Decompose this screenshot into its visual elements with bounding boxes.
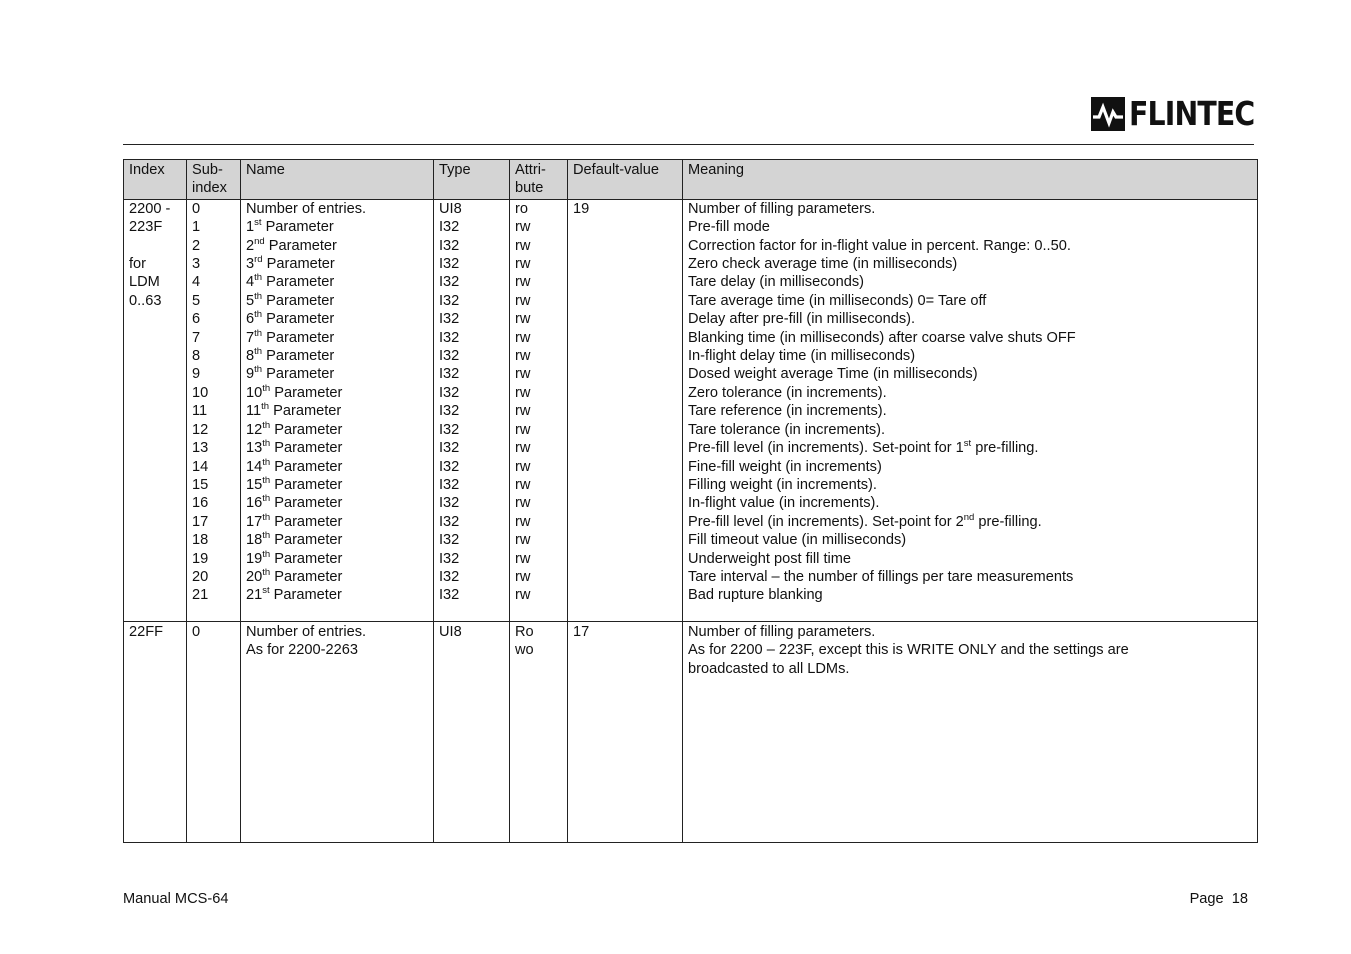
- parameter-name-ordinal: th: [262, 530, 271, 542]
- name-line: Number of entries.: [246, 623, 367, 640]
- parameter-name-suffix: Parameter: [270, 550, 343, 567]
- meaning-main: Zero check average time (in milliseconds): [688, 256, 958, 273]
- sub-index-value: 20: [192, 568, 209, 585]
- sub-index-value: 10: [192, 384, 209, 401]
- type-value: I32: [439, 532, 460, 549]
- attribute-value: rw: [515, 256, 531, 273]
- attribute-value: rw: [515, 237, 531, 254]
- meaning-cell: [683, 621, 1258, 842]
- sub-index-value: 11: [192, 403, 208, 420]
- sub-index-value: 0: [192, 623, 201, 640]
- parameter-name-suffix: Parameter: [270, 440, 343, 457]
- parameter-name: [246, 218, 428, 236]
- meaning-text: [688, 292, 1252, 310]
- index-cell: [124, 621, 187, 842]
- meaning-main: Fill timeout value (in milliseconds): [688, 532, 907, 549]
- type-value: UI8: [439, 623, 462, 640]
- header-rule: [123, 144, 1254, 145]
- table-header-row: [124, 160, 1258, 200]
- meaning-main: Delay after pre-fill (in milliseconds).: [688, 311, 916, 328]
- parameter-name: [246, 421, 428, 439]
- logo-text: FLINTEC: [1129, 94, 1255, 133]
- sub-index-value: 18: [192, 532, 209, 549]
- parameter-name-text: 15: [246, 476, 263, 493]
- parameter-name-ordinal: th: [262, 567, 271, 579]
- parameter-name-text: 9: [246, 366, 255, 383]
- parameter-name-text: 6: [246, 311, 255, 328]
- attribute-value: rw: [515, 384, 531, 401]
- sub-index-value: 19: [192, 550, 209, 567]
- name-cell: [241, 199, 434, 621]
- meaning-ordinal: nd: [963, 511, 975, 523]
- sub-index-value: 16: [192, 495, 209, 512]
- meaning-text: [688, 255, 1252, 273]
- meaning-main: Zero tolerance (in increments).: [688, 384, 887, 401]
- name-line: As for 2200-2263: [246, 642, 358, 659]
- sub-index-cell: [187, 199, 241, 621]
- meaning-text: [688, 531, 1252, 549]
- sub-index-value: 17: [192, 513, 209, 530]
- attribute-value: rw: [515, 568, 531, 585]
- type-value: I32: [439, 256, 460, 273]
- parameter-name-suffix: Parameter: [270, 532, 343, 549]
- header-meaning: Meaning: [683, 160, 1258, 200]
- parameter-name-ordinal: th: [254, 364, 263, 376]
- parameter-name-suffix: Parameter: [262, 311, 335, 328]
- table-row: [124, 199, 1258, 621]
- meaning-main: In-flight delay time (in milliseconds): [688, 348, 916, 365]
- meaning-text: [688, 568, 1252, 586]
- default-value: 17: [573, 623, 590, 640]
- attribute-value: rw: [515, 476, 531, 493]
- parameter-name-suffix: Parameter: [262, 366, 335, 383]
- parameter-name: [246, 402, 428, 420]
- attribute-cell: [510, 621, 568, 842]
- parameter-name-text: 16: [246, 495, 263, 512]
- sub-index-value: 6: [192, 311, 201, 328]
- parameter-name-ordinal: th: [254, 290, 263, 302]
- index-line: LDM: [129, 274, 160, 291]
- meaning-main: Filling weight (in increments).: [688, 476, 877, 493]
- type-value: I32: [439, 476, 460, 493]
- parameter-name-ordinal: th: [262, 493, 271, 505]
- meaning-main: Bad rupture blanking: [688, 587, 823, 604]
- parameter-name: [246, 476, 428, 494]
- parameter-name: [246, 513, 428, 531]
- attribute-value: rw: [515, 421, 531, 438]
- meaning-cell: [683, 199, 1258, 621]
- type-value: I32: [439, 440, 460, 457]
- meaning-main: Tare average time (in milliseconds) 0= Tare off: [688, 292, 987, 309]
- default-value-cell: [568, 199, 683, 621]
- meaning-main: Underweight post fill time: [688, 550, 852, 567]
- meaning-text: [688, 421, 1252, 439]
- parameter-name: [246, 365, 428, 383]
- meaning-main: Pre-fill level (in increments). Set-point for 2: [688, 513, 964, 530]
- sub-index-value: 15: [192, 476, 209, 493]
- sub-index-value: 0: [192, 200, 201, 217]
- parameter-name-text: 10: [246, 384, 263, 401]
- attribute-value: rw: [515, 219, 531, 236]
- type-value: I32: [439, 384, 460, 401]
- parameter-name: [246, 384, 428, 402]
- attribute-value: rw: [515, 587, 531, 604]
- parameter-name-ordinal: th: [262, 475, 271, 487]
- flintec-logo: [1091, 96, 1275, 132]
- sub-index-value: 2: [192, 237, 201, 254]
- parameter-name-ordinal: th: [262, 419, 271, 431]
- parameter-name-ordinal: th: [254, 327, 263, 339]
- parameter-name-ordinal: st: [262, 585, 270, 597]
- parameter-name-text: 1: [246, 219, 255, 236]
- meaning-suffix: pre-filling.: [974, 513, 1042, 530]
- parameter-name: [246, 273, 428, 291]
- meaning-main: Fine-fill weight (in increments): [688, 458, 882, 475]
- meaning-text: [688, 513, 1252, 531]
- parameter-name-text: 4: [246, 274, 255, 291]
- attribute-value: wo: [515, 642, 534, 659]
- attribute-value: rw: [515, 311, 531, 328]
- meaning-main: Correction factor for in-flight value in percent. Range: 0..50.: [688, 237, 1071, 254]
- parameter-name: [246, 494, 428, 512]
- meaning-ordinal: st: [963, 438, 972, 450]
- type-value: I32: [439, 421, 460, 438]
- attribute-value: ro: [515, 200, 528, 217]
- type-value: I32: [439, 329, 460, 346]
- meaning-text: [688, 494, 1252, 512]
- default-value-cell: [568, 621, 683, 842]
- parameter-name: [246, 329, 428, 347]
- meaning-text: [688, 273, 1252, 291]
- index-line: 2200 -: [129, 200, 171, 217]
- parameter-name-text: 5: [246, 292, 255, 309]
- meaning-main: Tare delay (in milliseconds): [688, 274, 865, 291]
- parameter-name-ordinal: th: [261, 401, 270, 413]
- attribute-value: rw: [515, 403, 531, 420]
- parameter-name-text: 11: [246, 403, 262, 420]
- parameter-name-suffix: Parameter: [269, 403, 342, 420]
- parameter-name-suffix: Parameter: [270, 384, 343, 401]
- type-value: I32: [439, 587, 460, 604]
- parameter-name-suffix: Parameter: [264, 237, 337, 254]
- type-value: I32: [439, 292, 460, 309]
- sub-index-value: 21: [192, 587, 209, 604]
- meaning-text: [688, 200, 1252, 218]
- parameter-name-suffix: Parameter: [261, 219, 334, 236]
- parameter-name-ordinal: th: [254, 309, 263, 321]
- attribute-value: rw: [515, 329, 531, 346]
- meaning-text: Number of filling parameters.: [688, 623, 876, 640]
- meaning-text: [688, 458, 1252, 476]
- meaning-main: Dosed weight average Time (in milliseconds): [688, 366, 978, 383]
- sub-index-value: 3: [192, 256, 201, 273]
- meaning-text: [688, 550, 1252, 568]
- parameter-name: [246, 347, 428, 365]
- type-value: UI8: [439, 200, 462, 217]
- meaning-text: [688, 586, 1252, 604]
- attribute-value: rw: [515, 366, 531, 383]
- name-cell: [241, 621, 434, 842]
- type-value: I32: [439, 366, 460, 383]
- meaning-text: [688, 218, 1252, 236]
- index-cell: [124, 199, 187, 621]
- sub-index-value: 7: [192, 329, 201, 346]
- parameter-name-suffix: Parameter: [270, 458, 343, 475]
- parameter-name-ordinal: th: [262, 383, 271, 395]
- parameter-name: [246, 310, 428, 328]
- type-value: I32: [439, 403, 460, 420]
- meaning-text: [688, 310, 1252, 328]
- parameter-name-text: 20: [246, 568, 263, 585]
- parameter-name: [246, 586, 428, 604]
- type-value: I32: [439, 550, 460, 567]
- meaning-main: Tare tolerance (in increments).: [688, 421, 886, 438]
- parameter-name-ordinal: th: [254, 272, 263, 284]
- sub-index-value: 9: [192, 366, 201, 383]
- meaning-text: [688, 365, 1252, 383]
- header-type: Type: [434, 160, 510, 200]
- parameter-name-ordinal: th: [262, 548, 271, 560]
- parameter-name-suffix: Parameter: [270, 495, 343, 512]
- sub-index-value: 5: [192, 292, 201, 309]
- parameter-name-text: 17: [246, 513, 263, 530]
- parameter-name-ordinal: th: [262, 511, 271, 523]
- attribute-value: rw: [515, 495, 531, 512]
- parameter-name-ordinal: nd: [254, 235, 265, 247]
- parameter-name: [246, 550, 428, 568]
- parameter-name: [246, 237, 428, 255]
- parameter-name-suffix: Parameter: [262, 348, 335, 365]
- meaning-main: Tare interval – the number of fillings per tare measurements: [688, 568, 1074, 585]
- sub-index-value: 4: [192, 274, 201, 291]
- header-index: Index: [124, 160, 187, 200]
- meaning-text: [688, 439, 1252, 457]
- attribute-value: rw: [515, 532, 531, 549]
- meaning-main: In-flight value (in increments).: [688, 495, 880, 512]
- parameter-name-ordinal: rd: [254, 254, 263, 266]
- meaning-text: [688, 347, 1252, 365]
- parameter-name-text: 13: [246, 440, 263, 457]
- parameter-name-text: 18: [246, 532, 263, 549]
- parameter-name-ordinal: th: [262, 438, 271, 450]
- meaning-main: Pre-fill level (in increments). Set-point for 1: [688, 440, 964, 457]
- sub-index-value: 12: [192, 421, 209, 438]
- parameter-name: [246, 255, 428, 273]
- parameter-name-suffix: Parameter: [269, 587, 342, 604]
- attribute-cell: [510, 199, 568, 621]
- attribute-value: rw: [515, 458, 531, 475]
- index-line: 223F: [129, 219, 163, 236]
- parameter-name-text: 8: [246, 348, 255, 365]
- attribute-value: rw: [515, 550, 531, 567]
- type-value: I32: [439, 348, 460, 365]
- type-value: I32: [439, 219, 460, 236]
- header-default-value: Default-value: [568, 160, 683, 200]
- meaning-text: As for 2200 – 223F, except this is WRITE ONLY and the settings are: [688, 642, 1129, 659]
- default-value: 19: [573, 200, 590, 217]
- meaning-main: Number of filling parameters.: [688, 200, 876, 217]
- sub-index-value: 8: [192, 348, 201, 365]
- parameter-name: [246, 458, 428, 476]
- type-value: I32: [439, 513, 460, 530]
- type-value: I32: [439, 237, 460, 254]
- parameter-name-ordinal: st: [254, 217, 262, 229]
- type-value: I32: [439, 458, 460, 475]
- meaning-text: [688, 329, 1252, 347]
- parameter-name-suffix: Parameter: [270, 568, 343, 585]
- meaning-text: [688, 237, 1252, 255]
- sub-index-value: 13: [192, 440, 209, 457]
- parameter-name: [246, 568, 428, 586]
- sub-index-value: 1: [192, 219, 201, 236]
- parameter-name-text: 19: [246, 550, 263, 567]
- attribute-value: rw: [515, 440, 531, 457]
- meaning-main: Blanking time (in milliseconds) after coarse valve shuts OFF: [688, 329, 1076, 346]
- parameter-name-text: 12: [246, 421, 263, 438]
- parameter-name-text: 2: [246, 237, 255, 254]
- attribute-value: rw: [515, 513, 531, 530]
- footer-manual-title: Manual MCS-64: [123, 891, 229, 907]
- parameter-name: [246, 200, 428, 218]
- meaning-text: [688, 476, 1252, 494]
- parameter-name-text: 21: [246, 587, 263, 604]
- type-cell: [434, 199, 510, 621]
- parameter-name-ordinal: th: [254, 346, 263, 358]
- type-cell: [434, 621, 510, 842]
- attribute-value: rw: [515, 292, 531, 309]
- parameter-name: [246, 292, 428, 310]
- type-value: I32: [439, 274, 460, 291]
- sub-index-cell: [187, 621, 241, 842]
- header-sub-index: Sub- index: [187, 160, 241, 200]
- object-dictionary-table: [123, 159, 1258, 843]
- parameter-name-suffix: Parameter: [270, 476, 343, 493]
- meaning-text: [688, 402, 1252, 420]
- attribute-value: Ro: [515, 623, 534, 640]
- header-attribute: Attri- bute: [510, 160, 568, 200]
- meaning-text: broadcasted to all LDMs.: [688, 660, 850, 677]
- index-line: 0..63: [129, 292, 162, 309]
- parameter-name-suffix: Parameter: [262, 292, 335, 309]
- type-value: I32: [439, 311, 460, 328]
- meaning-suffix: pre-filling.: [971, 440, 1039, 457]
- table-row: [124, 621, 1258, 842]
- parameter-name: [246, 531, 428, 549]
- parameter-name-text: 3: [246, 256, 255, 273]
- parameter-name: [246, 439, 428, 457]
- footer-page-number: Page 18: [1189, 891, 1248, 907]
- parameter-name-suffix: Parameter: [270, 421, 343, 438]
- meaning-main: Pre-fill mode: [688, 219, 770, 236]
- parameter-name-text: 14: [246, 458, 263, 475]
- sub-index-value: 14: [192, 458, 209, 475]
- index-line: for: [129, 256, 147, 273]
- meaning-main: Tare reference (in increments).: [688, 403, 887, 420]
- meaning-text: [688, 384, 1252, 402]
- parameter-name-text: 7: [246, 329, 255, 346]
- parameter-name-suffix: Parameter: [262, 256, 335, 273]
- parameter-name-suffix: Parameter: [270, 513, 343, 530]
- parameter-name-suffix: Parameter: [262, 274, 335, 291]
- type-value: I32: [439, 568, 460, 585]
- attribute-value: rw: [515, 274, 531, 291]
- attribute-value: rw: [515, 348, 531, 365]
- type-value: I32: [439, 495, 460, 512]
- parameter-name-suffix: Parameter: [262, 329, 335, 346]
- index-value: 22FF: [129, 623, 164, 640]
- parameter-name-text: Number of entries.: [246, 200, 367, 217]
- flintec-logo-mark-icon: [1091, 97, 1125, 131]
- parameter-name-ordinal: th: [262, 456, 271, 468]
- header-name: Name: [241, 160, 434, 200]
